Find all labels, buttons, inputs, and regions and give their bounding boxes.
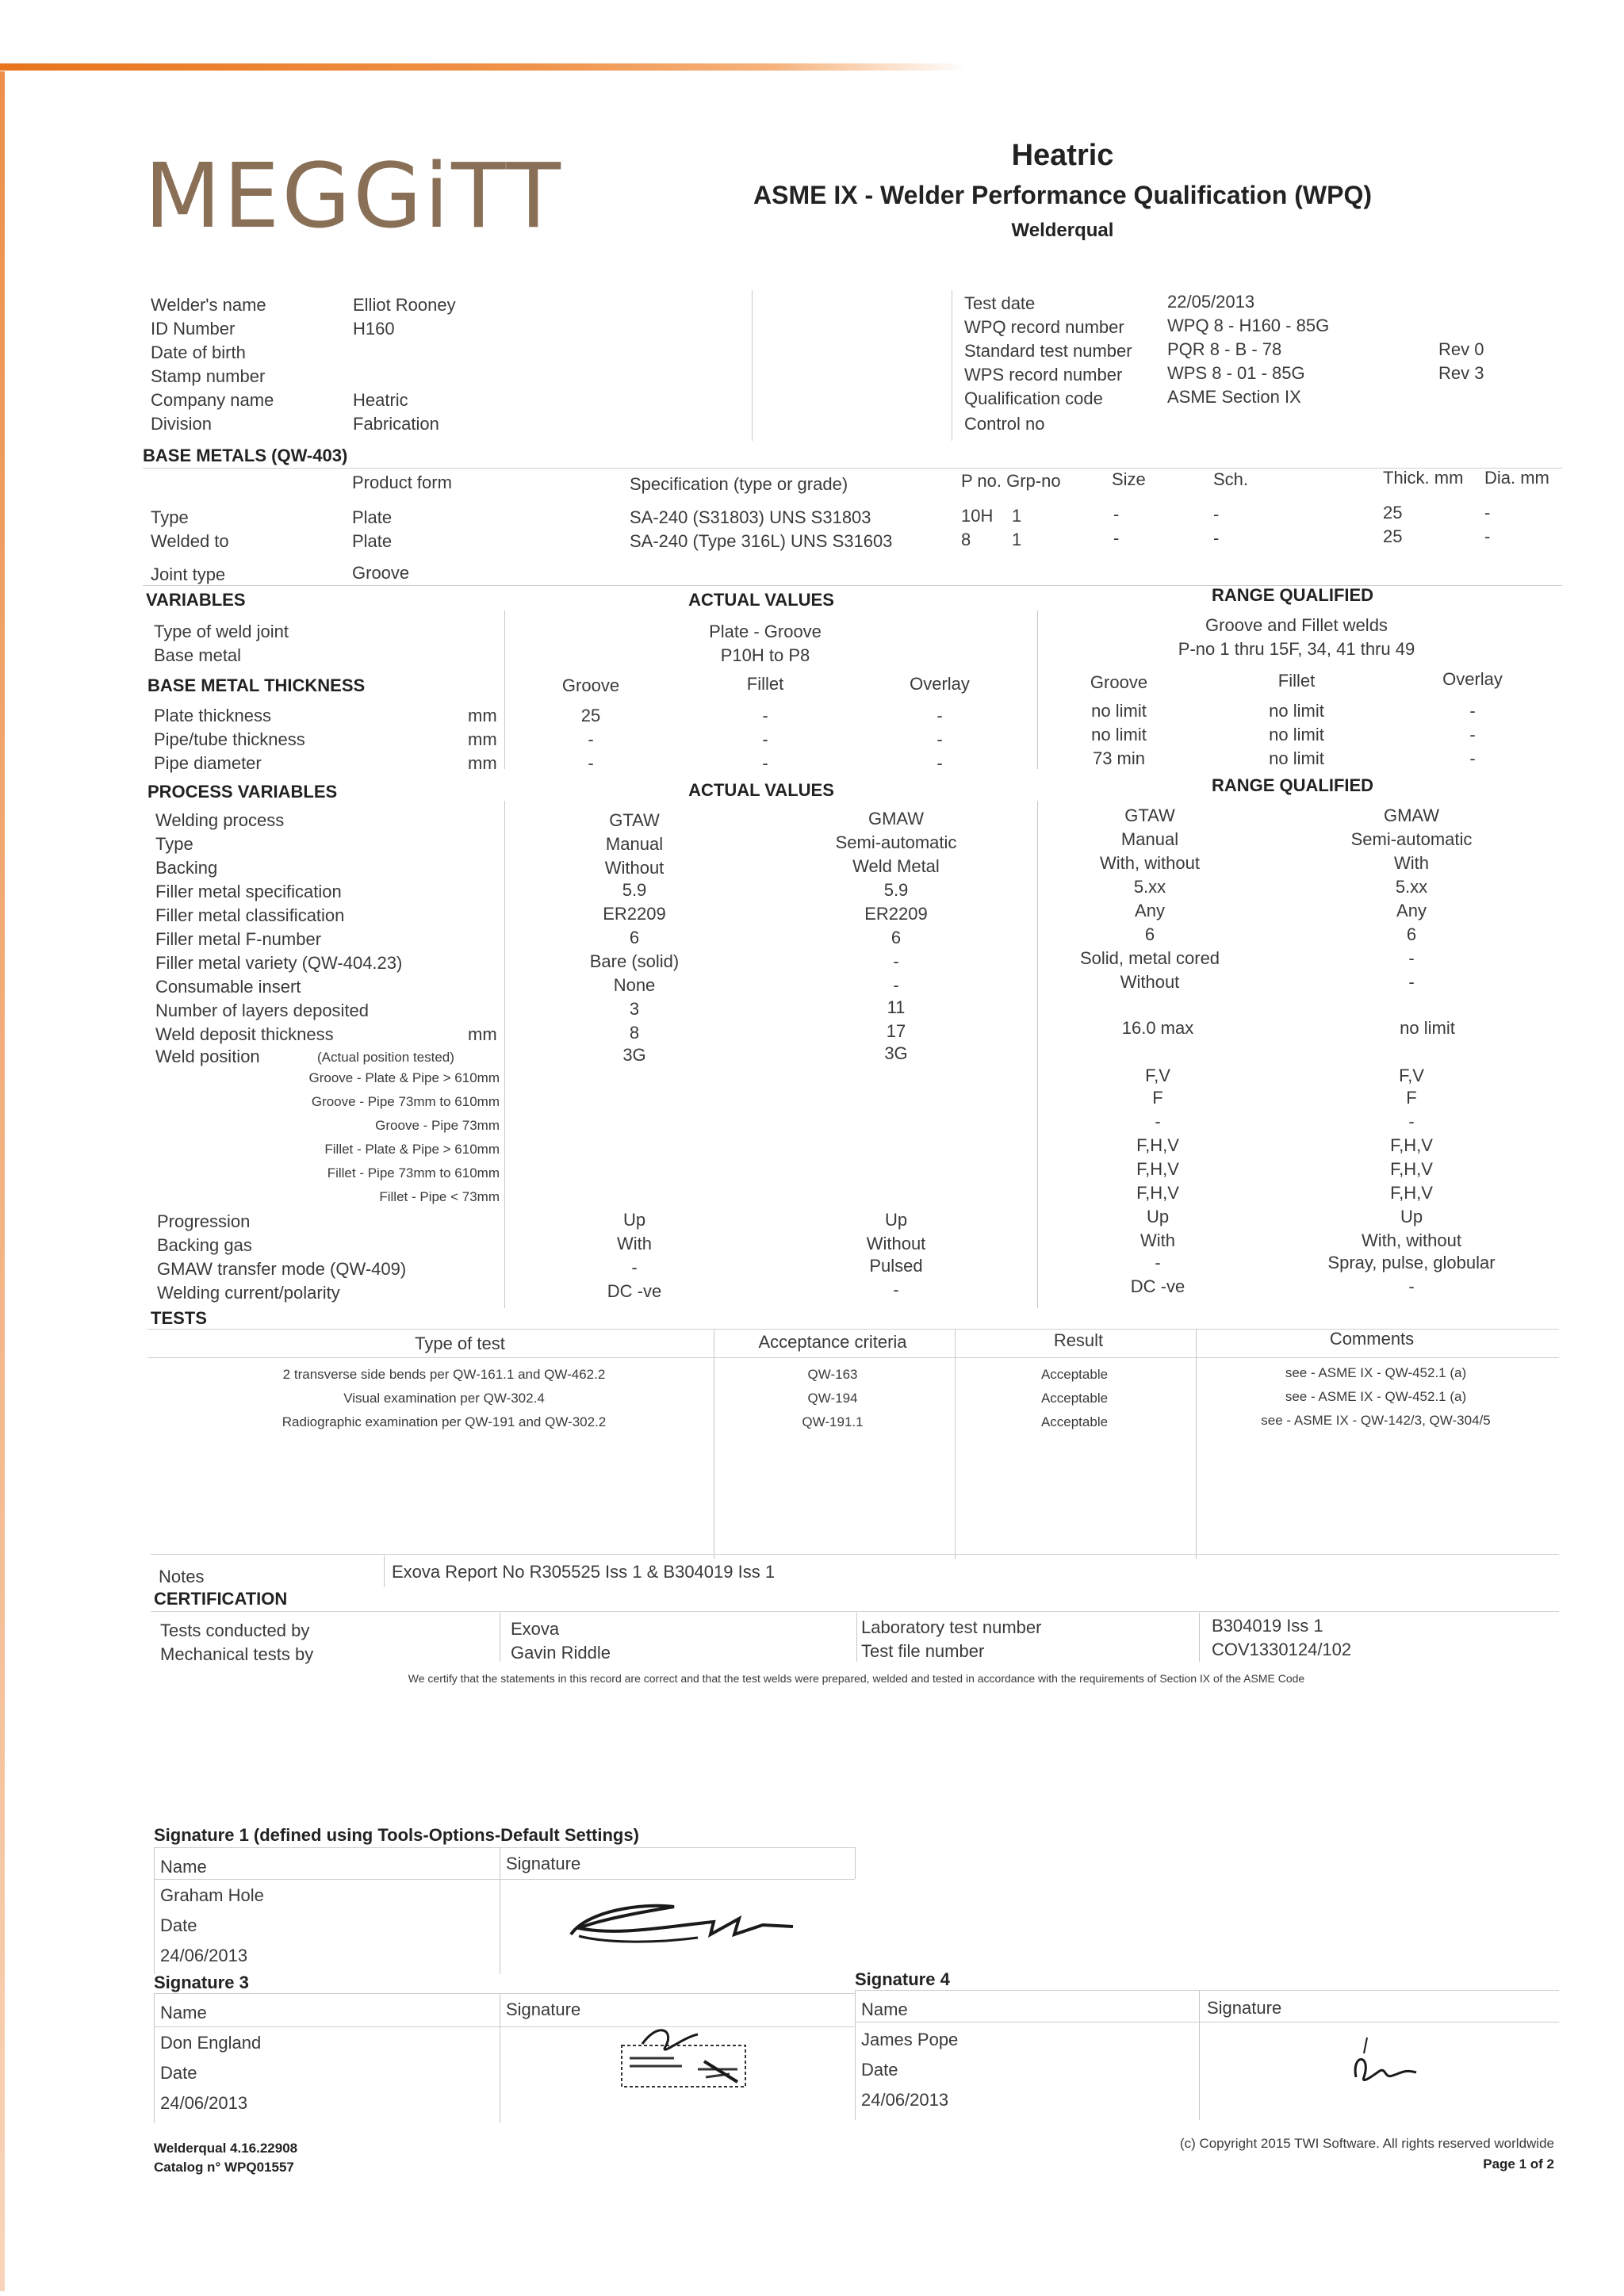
rule [154,1879,855,1880]
test-criteria: QW-191.1 [802,1414,864,1429]
row-label: Type [151,507,189,527]
actual-gmaw: GMAW [868,809,925,828]
divider [856,1613,857,1662]
product-form: Plate [352,507,393,527]
test-label: Qualification code [964,388,1103,408]
row-label: Consumable insert [155,977,301,997]
signature-label: Signature [506,1854,581,1873]
row-note: (Actual position tested) [317,1050,454,1065]
variable-label: Base metal [154,645,242,665]
row-label: Welded to [151,531,229,551]
unit: mm [468,729,497,749]
group-number: 1 [1012,530,1022,549]
column-header: Specification (type or grade) [630,474,848,494]
range-fillet: no limit [1269,725,1324,744]
rule [143,468,1562,469]
row-label: Welding current/polarity [157,1283,340,1303]
range-overlay: - [1469,725,1476,744]
row-label: Filler metal F-number [155,929,322,949]
document-title: ASME IX - Welder Performance Qualification (WPQ) [753,181,1372,209]
catalog-number: Catalog n° WPQ01557 [154,2160,294,2175]
signatory-name: Don England [160,2033,262,2053]
row-label: Type [155,834,193,854]
rule [154,1993,855,1994]
actual-gtaw: ER2209 [603,904,666,924]
actual-fillet: - [762,706,768,725]
test-label: Control no [964,414,1045,434]
welder-value: Fabrication [353,414,439,434]
signature-label: Signature [1207,1998,1282,2018]
range-gtaw: F,V [1145,1066,1170,1085]
range-qualified-heading: RANGE QUALIFIED [1211,585,1374,605]
column-header: Comments [1329,1329,1415,1349]
actual-values-heading: ACTUAL VALUES [688,780,834,800]
top-orange-band [0,63,967,71]
range-gtaw: F,H,V [1136,1183,1179,1203]
row-label: Weld deposit thickness [155,1024,334,1044]
thickness: 25 [1383,503,1403,522]
divider [384,1556,385,1587]
divider [1037,610,1038,769]
divider [1196,1329,1197,1559]
left-scan-edge [0,71,5,2291]
range-gtaw: Up [1146,1207,1170,1226]
divider [504,801,505,1308]
range-groove: 73 min [1092,748,1146,768]
cert-value: Exova [511,1619,560,1639]
actual-groove: - [588,729,594,749]
column-header: Fillet [746,674,784,694]
notes-value: Exova Report No R305525 Iss 1 & B304019 Iss 1 [392,1562,776,1582]
range-gmaw: F [1406,1088,1417,1108]
range-fillet: no limit [1269,748,1324,768]
actual-fillet: - [762,753,768,773]
test-criteria: QW-194 [807,1391,858,1406]
certification-statement: We certify that the statements in this record are correct and that the test welds were prepared, welded and tested in accordance with the requirements of Section IX of the ASME Code [408,1672,1305,1685]
test-label: Test date [964,293,1036,313]
revision-value: Rev 0 [1438,339,1484,359]
rule [147,1357,1559,1358]
position-label: Fillet - Plate & Pipe > 610mm [324,1142,500,1157]
range-gtaw: With, without [1100,853,1200,873]
range-gmaw: Semi-automatic [1350,829,1473,849]
row-label: Pipe/tube thickness [154,729,305,749]
column-header: P no. Grp-no [961,471,1061,491]
range-gtaw: Any [1135,901,1165,920]
meggitt-logo: MEGGiTT [144,145,563,248]
actual-groove: - [588,753,594,773]
row-label: Welding process [155,810,285,830]
divider [1037,801,1038,1308]
divider [154,1847,155,1974]
test-comment: see - ASME IX - QW-452.1 (a) [1285,1365,1467,1380]
section-heading: PROCESS VARIABLES [147,782,338,802]
diameter: - [1484,526,1491,546]
schedule: - [1213,504,1220,524]
range-gtaw: GTAW [1124,806,1175,825]
divider [154,1993,155,2123]
signature-label: Signature [506,1999,581,2019]
welder-label: ID Number [151,319,236,339]
divider [855,1847,856,1879]
range-groove: no limit [1091,701,1147,721]
date-label: Date [160,2063,197,2083]
row-label: Backing [155,858,218,878]
actual-gtaw: Up [622,1210,646,1230]
actual-gmaw: 11 [887,997,906,1017]
unit: mm [468,706,497,725]
test-type: Radiographic examination per QW-191 and QW-302.2 [282,1414,607,1429]
range-overlay: - [1469,701,1476,721]
signatory-name: James Pope [861,2030,959,2049]
range-gtaw: With [1140,1230,1175,1250]
actual-gmaw: 3G [884,1043,908,1063]
divider [955,1329,956,1559]
range-gmaw: Any [1396,901,1427,920]
cert-value: COV1330124/102 [1212,1640,1352,1659]
test-label: WPS record number [964,365,1123,385]
range-gmaw: GMAW [1383,806,1440,825]
welder-label: Date of birth [151,342,246,362]
signatory-name: Graham Hole [160,1885,264,1905]
actual-gmaw: 17 [886,1021,906,1041]
revision-value: Rev 3 [1438,363,1484,383]
row-label: GMAW transfer mode (QW-409) [157,1259,407,1279]
cert-label: Mechanical tests by [160,1644,314,1664]
section-heading: TESTS [151,1308,207,1328]
row-label: Filler metal classification [155,905,345,925]
size: - [1113,504,1120,524]
section-heading: VARIABLES [146,590,246,610]
actual-gtaw: Manual [605,834,664,854]
date-label: Date [160,1915,197,1935]
range-gtaw: - [1155,1112,1161,1131]
range-gtaw: F,H,V [1136,1159,1179,1179]
date-label: Date [861,2060,898,2080]
test-value: 22/05/2013 [1167,292,1255,312]
divider [855,1990,856,2120]
test-value: WPQ 8 - H160 - 85G [1167,316,1330,335]
actual-groove: 25 [580,706,601,725]
joint-type-value: Groove [352,563,410,583]
range-gtaw: DC -ve [1130,1276,1185,1296]
range-gmaw: 5.xx [1395,877,1428,897]
section-heading: BASE METALS (QW-403) [143,446,348,465]
test-criteria: QW-163 [807,1367,858,1382]
actual-gtaw: With [617,1234,652,1253]
range-fillet: no limit [1269,701,1324,721]
divider [504,610,505,769]
test-value: ASME Section IX [1167,387,1301,407]
range-gmaw: 6 [1406,924,1417,944]
column-header: Groove [561,675,620,695]
document-subtitle: Welderqual [1011,220,1114,241]
actual-gmaw: - [893,975,899,995]
actual-fillet: - [762,729,768,749]
range-gmaw: F,H,V [1390,1159,1433,1179]
signature-date: 24/06/2013 [160,1946,248,1965]
test-type: Visual examination per QW-302.4 [343,1391,545,1406]
column-header: Type of test [415,1334,505,1353]
range-gmaw: - [1408,948,1415,968]
position-label: Groove - Plate & Pipe > 610mm [308,1070,500,1085]
range-gmaw: - [1408,1276,1415,1296]
test-label: Standard test number [964,341,1132,361]
test-result: Acceptable [1040,1367,1109,1382]
signature-heading: Signature 1 (defined using Tools-Options-Default Settings) [154,1825,639,1845]
column-header: Fillet [1277,671,1316,691]
name-label: Name [861,1999,908,2019]
welder-label: Stamp number [151,366,266,386]
range-gmaw: With, without [1362,1230,1461,1250]
actual-gtaw: 5.9 [622,880,647,900]
welder-value: Elliot Rooney [353,295,456,315]
actual-overlay: - [936,729,943,749]
name-label: Name [160,2003,207,2022]
column-header: Overlay [1442,669,1503,689]
signature-heading: Signature 3 [154,1973,249,1992]
range-gtaw: F [1152,1088,1163,1108]
range-groove: no limit [1091,725,1147,744]
range-overlay: - [1469,748,1476,768]
test-value: PQR 8 - B - 78 [1167,339,1282,359]
actual-values-heading: ACTUAL VALUES [688,590,834,610]
column-header: Dia. mm [1484,468,1549,488]
name-label: Name [160,1857,207,1877]
range-qualified-heading: RANGE QUALIFIED [1211,775,1374,795]
rule [151,1611,1559,1612]
test-type: 2 transverse side bends per QW-161.1 and QW-462.2 [282,1367,606,1382]
welder-label: Company name [151,390,274,410]
actual-gtaw: Bare (solid) [589,951,680,971]
test-label: WPQ record number [964,317,1124,337]
range-gmaw: F,H,V [1390,1183,1433,1203]
size: - [1113,528,1120,548]
p-number: 8 [961,530,971,549]
divider [1199,1990,1200,2120]
row-label: Filler metal specification [155,882,342,901]
specification: SA-240 (Type 316L) UNS S31603 [630,531,893,551]
range-gmaw: Up [1400,1207,1423,1226]
diameter: - [1484,503,1491,522]
column-header: Result [1053,1330,1104,1350]
range-gtaw: Without [1120,972,1180,992]
actual-overlay: - [936,753,943,773]
cert-label: Tests conducted by [160,1621,310,1640]
actual-gtaw: 8 [629,1023,640,1043]
actual-gmaw: 6 [891,928,902,947]
group-number: 1 [1012,506,1022,526]
range-value: P-no 1 thru 15F, 34, 41 thru 49 [1178,639,1415,659]
actual-gtaw: 3 [629,999,640,1019]
row-label: Pipe diameter [154,753,262,773]
welder-value: H160 [353,319,395,339]
actual-overlay: - [936,706,943,725]
signature-date: 24/06/2013 [861,2090,949,2110]
position-label: Fillet - Pipe < 73mm [379,1189,500,1204]
range-gmaw: F,V [1399,1066,1424,1085]
cert-label: Laboratory test number [861,1617,1042,1637]
variable-label: Type of weld joint [154,622,289,641]
actual-gtaw: GTAW [609,810,660,830]
range-gmaw: F,H,V [1390,1135,1433,1155]
row-label: Plate thickness [154,706,271,725]
actual-gmaw: - [893,951,899,971]
notes-label: Notes [159,1567,205,1586]
column-header: Size [1112,469,1146,489]
actual-gmaw: Weld Metal [852,856,940,876]
row-label: Number of layers deposited [155,1001,370,1020]
range-gtaw: 6 [1144,924,1155,944]
test-comment: see - ASME IX - QW-142/3, QW-304/5 [1261,1413,1491,1428]
unit: mm [468,1024,497,1044]
cert-value: Gavin Riddle [511,1643,611,1663]
row-label: Weld position [155,1047,260,1066]
actual-gmaw: ER2209 [864,904,928,924]
column-header: Thick. mm [1383,468,1464,488]
product-form: Plate [352,531,393,551]
position-label: Groove - Pipe 73mm [375,1118,500,1133]
range-gmaw: With [1394,853,1429,873]
actual-gtaw: Without [604,858,665,878]
test-comment: see - ASME IX - QW-452.1 (a) [1285,1389,1467,1404]
range-value: Groove and Fillet welds [1205,615,1388,635]
divider [752,290,753,441]
test-value: WPS 8 - 01 - 85G [1167,363,1305,383]
row-label: Filler metal variety (QW-404.23) [155,953,403,973]
actual-gtaw: None [613,975,656,995]
column-header: Product form [352,473,452,492]
position-label: Groove - Pipe 73mm to 610mm [311,1094,500,1109]
test-result: Acceptable [1040,1391,1109,1406]
range-gtaw: F,H,V [1136,1135,1179,1155]
position-label: Fillet - Pipe 73mm to 610mm [327,1165,500,1181]
p-number: 10H [961,506,994,526]
range-gmaw: Spray, pulse, globular [1327,1253,1496,1272]
schedule: - [1213,528,1220,548]
column-header: Overlay [910,674,970,694]
signature-date: 24/06/2013 [160,2093,248,2113]
column-header: Acceptance criteria [758,1332,907,1352]
actual-gmaw: Pulsed [869,1256,923,1276]
actual-gtaw: DC -ve [607,1281,662,1301]
joint-type-label: Joint type [151,564,226,584]
range-gtaw: 5.xx [1133,877,1166,897]
actual-gmaw: Semi-automatic [835,832,957,852]
row-label: Backing gas [157,1235,252,1255]
range-gmaw: - [1408,972,1415,992]
range-gmaw: - [1408,1112,1415,1131]
section-heading: BASE METAL THICKNESS [147,675,366,695]
cert-label: Test file number [861,1641,985,1661]
column-header: Groove [1090,672,1148,692]
actual-value: Plate - Groove [709,622,822,641]
range-gtaw: Manual [1120,829,1179,849]
actual-gtaw: - [631,1257,638,1277]
actual-value: P10H to P8 [720,645,810,665]
rule [855,1990,1559,1991]
actual-gmaw: 5.9 [883,880,909,900]
software-version: Welderqual 4.16.22908 [154,2141,298,2156]
actual-gmaw: - [893,1280,899,1299]
actual-gtaw: 3G [622,1045,646,1065]
actual-gtaw: 6 [629,928,640,947]
range-gtaw: Solid, metal cored [1079,948,1220,968]
section-heading: CERTIFICATION [154,1589,288,1609]
range-gtaw: 16.0 max [1121,1018,1194,1038]
row-label: Progression [157,1211,251,1231]
welder-value: Heatric [353,390,408,410]
cert-value: B304019 Iss 1 [1212,1616,1323,1636]
company-title: Heatric [1011,139,1114,172]
welder-label: Welder's name [151,295,266,315]
actual-gmaw: Without [866,1234,926,1253]
signature-heading: Signature 4 [855,1969,950,1989]
column-header: Sch. [1213,469,1249,489]
range-gmaw: no limit [1400,1018,1455,1038]
welder-label: Division [151,414,213,434]
rule [151,1554,1559,1555]
actual-gmaw: Up [884,1210,908,1230]
test-result: Acceptable [1040,1414,1109,1429]
unit: mm [468,753,497,773]
rule [154,1847,855,1848]
page-number: Page 1 of 2 [1483,2156,1554,2172]
copyright: (c) Copyright 2015 TWI Software. All rights reserved worldwide [1179,2136,1554,2151]
thickness: 25 [1383,526,1403,546]
range-gtaw: - [1155,1253,1161,1272]
divider [1199,1613,1200,1662]
specification: SA-240 (S31803) UNS S31803 [630,507,871,527]
